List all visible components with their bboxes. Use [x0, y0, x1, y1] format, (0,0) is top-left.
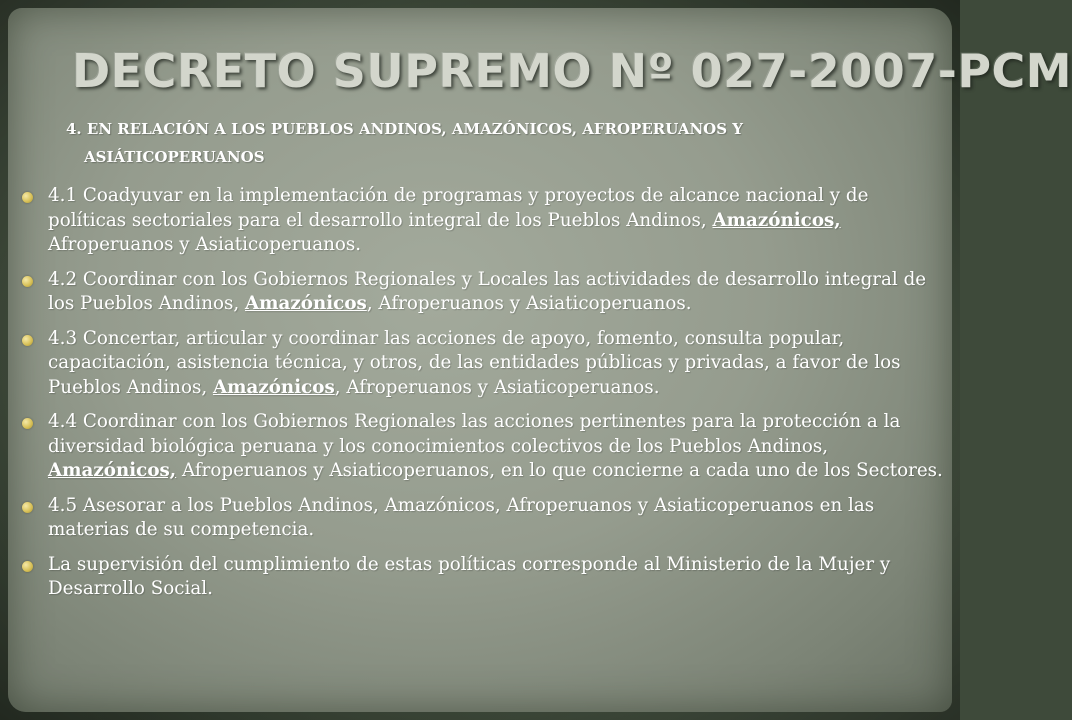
slide-title: DECRETO SUPREMO Nº 027-2007-PCM — [72, 44, 1072, 98]
list-item — [22, 268, 952, 317]
item-text: 4.1 Coadyuvar en la implementación de programas y proyectos de alcance nacional y de políticas sectoriales para el desarrollo integral de los Pueblos Andinos, — [48, 185, 869, 231]
section-heading — [66, 115, 866, 171]
item-text-end: Afroperuanos y Asiaticoperuanos. — [48, 234, 362, 255]
item-text-end: , Afroperuanos y Asiaticoperuanos. — [334, 376, 660, 398]
item-emphasis: Amazónicos — [212, 376, 335, 398]
item-emphasis: Amazónicos — [245, 293, 367, 314]
item-emphasis: Amazónicos, — [712, 209, 841, 231]
item-text-end: Afroperuanos y Asiaticoperuanos, en lo que concierne a cada uno de los Sectores. — [176, 460, 943, 481]
item-text: 4.4 Coordinar con los Gobiernos Regionales las acciones pertinentes para la protección a la diversidad biológica peruana y los conocimientos colectivos de los Pueblos Andinos, — [48, 411, 901, 457]
bullet-dot-icon — [22, 276, 33, 287]
list-item — [22, 410, 952, 484]
section-heading-line2: ASIÁTICOPERUANOS — [84, 148, 265, 166]
bullet-dot-icon — [22, 561, 33, 572]
list-item — [22, 327, 952, 401]
bullet-dot-icon — [22, 192, 33, 203]
bullet-dot-icon — [22, 335, 33, 346]
item-text: 4.3 Concertar, articular y coordinar las acciones de apoyo, fomento, consulta popular, capacitación, asistencia técnica, y otros, de las entidades públicas y privadas, a favor de los Pueblos Andinos, — [48, 327, 901, 398]
list-item — [22, 494, 952, 543]
list-item — [22, 553, 952, 602]
bullet-dot-icon — [22, 418, 33, 429]
list-item — [22, 184, 952, 258]
provision-list — [22, 184, 952, 612]
item-text: 4.2 Coordinar con los Gobiernos Regionales y Locales las actividades de desarrollo integral de los Pueblos Andinos, — [48, 268, 927, 314]
item-text: La supervisión del cumplimiento de estas políticas corresponde al Ministerio de la Mujer y Desarrollo Social. — [48, 553, 891, 599]
item-emphasis: Amazónicos, — [48, 460, 177, 481]
section-heading-line1: 4. EN RELACIÓN A LOS PUEBLOS ANDINOS, AMAZÓNICOS, AFROPERUANOS Y — [66, 120, 744, 138]
item-text-end: , Afroperuanos y Asiaticoperuanos. — [366, 293, 692, 314]
item-text: 4.5 Asesorar a los Pueblos Andinos, Amazónicos, Afroperuanos y Asiaticoperuanos en las materias de su competencia. — [48, 494, 875, 540]
content-panel — [8, 8, 1072, 712]
bullet-dot-icon — [22, 502, 33, 513]
